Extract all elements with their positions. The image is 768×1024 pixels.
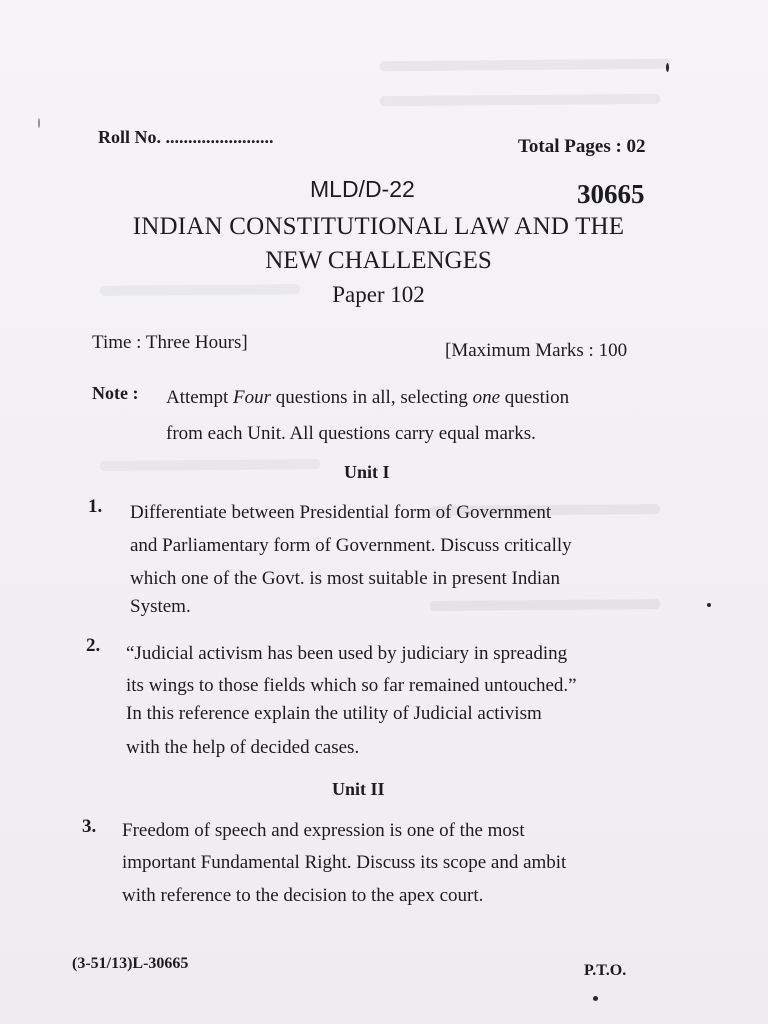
total-pages: Total Pages : 02	[518, 136, 646, 157]
scan-speck	[666, 63, 669, 72]
question-line: and Parliamentary form of Government. Discuss critically	[130, 535, 572, 556]
question-line: “Judicial activism has been used by judiciary in spreading	[126, 643, 568, 664]
question-line: which one of the Govt. is most suitable in present Indian	[130, 568, 561, 589]
note-line: Attempt Four questions in all, selecting one question	[166, 387, 570, 408]
scan-speck	[38, 118, 40, 128]
paper-label: Paper 102	[332, 282, 425, 307]
question-number: 2.	[86, 635, 101, 656]
question-number: 3.	[82, 816, 97, 837]
question-line: important Fundamental Right. Discuss its scope and ambit	[122, 852, 567, 873]
scan-speck	[593, 996, 598, 1001]
paper-code: MLD/D-22	[310, 176, 415, 202]
paper-title-line2: NEW CHALLENGES	[265, 247, 492, 274]
question-line: its wings to those fields which so far remained untouched.”	[126, 675, 577, 696]
unit-heading: Unit I	[344, 462, 390, 482]
question-line: Freedom of speech and expression is one of the most	[122, 820, 525, 841]
scan-speck	[707, 603, 711, 607]
maximum-marks: [Maximum Marks : 100	[445, 340, 628, 361]
bleed-through-mark	[100, 459, 320, 471]
note-line: from each Unit. All questions carry equal marks.	[166, 423, 536, 444]
paper-number: 30665	[577, 179, 645, 209]
roll-number: Roll No. ........................	[98, 127, 274, 147]
footer-code: (3-51/13)L-30665	[72, 955, 189, 972]
note-label: Note :	[92, 383, 139, 403]
bleed-through-mark	[430, 599, 660, 611]
question-line: with the help of decided cases.	[126, 737, 360, 758]
bleed-through-mark	[380, 59, 670, 72]
time-allowed: Time : Three Hours]	[92, 332, 248, 353]
question-number: 1.	[88, 496, 103, 517]
question-line: Differentiate between Presidential form of Government	[130, 502, 552, 523]
bleed-through-mark	[380, 94, 660, 106]
question-line: In this reference explain the utility of Judicial activism	[126, 703, 542, 724]
paper-title-line1: INDIAN CONSTITUTIONAL LAW AND THE	[132, 213, 625, 240]
question-line: System.	[130, 596, 191, 617]
question-line: with reference to the decision to the apex court.	[122, 885, 484, 906]
unit-heading: Unit II	[332, 779, 385, 799]
pto-label: P.T.O.	[584, 962, 627, 979]
